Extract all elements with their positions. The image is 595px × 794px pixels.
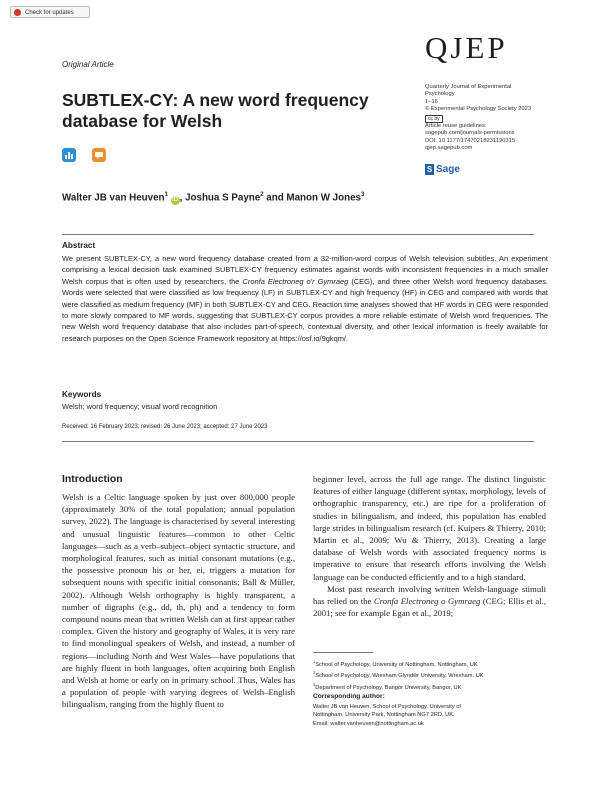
- corresponding-email[interactable]: Email: walter.vanheuven@nottingham.ac.uk: [313, 720, 424, 727]
- affiliations: [313, 658, 553, 692]
- check-for-updates-badge[interactable]: [10, 6, 90, 18]
- corresponding-line2: Nottingham, University Park, Nottingham NG7 2RD, UK.: [313, 712, 455, 719]
- affiliation-item: $^1$School of Psychology, University of Nottingham, Nottingham, UK: [313, 659, 478, 668]
- intro-right-column: [313, 473, 546, 619]
- divider: [62, 234, 534, 235]
- article-type: Original Article: [62, 60, 114, 69]
- journal-name-line2: Psychology: [425, 91, 455, 98]
- check-for-updates-label: Check for updates: [25, 10, 74, 16]
- cc-license-badge[interactable]: cc by: [425, 115, 443, 123]
- corresponding-heading: Corresponding author:: [313, 693, 385, 700]
- journal-site[interactable]: qjep.sagepub.com: [425, 145, 473, 152]
- author-1-affil: 1: [164, 192, 168, 198]
- abstract-text-italic: Cronfa Electroneg o'r Gymraeg: [242, 276, 349, 286]
- keywords-heading: Keywords: [62, 390, 102, 399]
- metrics-icon[interactable]: [62, 148, 76, 162]
- abstract-heading: Abstract: [62, 241, 96, 250]
- intro-para2-text-2: (CEG; Ellis et al., 2001; see for example Egan et al., 2019;: [313, 596, 546, 619]
- corresponding-author: [313, 703, 553, 728]
- sage-s-icon: S: [426, 165, 433, 174]
- intro-right-para2: [313, 583, 546, 620]
- affiliation-item: $^3$Department of Psychology, Bangor University, Bangor, UK: [313, 681, 462, 691]
- author-2: , Joshua S Payne: [179, 192, 261, 204]
- author-1: Walter JB van Heuven: [62, 192, 165, 204]
- journal-name-line1: Quarterly Journal of Experimental: [425, 84, 512, 90]
- comment-icon[interactable]: [92, 148, 106, 162]
- reuse-link[interactable]: sagepub.com/journals-permissions: [425, 130, 515, 137]
- introduction-heading: Introduction: [62, 474, 123, 485]
- publication-dates: Received: 16 February 2023; revised: 26 June 2023; accepted: 27 June 2023: [62, 424, 268, 430]
- divider: [62, 441, 534, 442]
- abstract-body: [62, 253, 548, 344]
- orcid-icon[interactable]: iD: [172, 197, 179, 204]
- doi[interactable]: DOI: 10.1177/17470218231190315: [425, 137, 516, 144]
- publisher-name: Sage: [436, 164, 460, 175]
- footnote-divider: [313, 652, 373, 653]
- crossmark-icon: [14, 9, 21, 16]
- abstract-text-2: (CEG), and three other Welsh word frequency databases. Words were selected that were classified as low frequency (LF) in SUBTLEX-CY and high frequency (HF) in CEG and compared with words that were classified as medium frequency (MF) in both SUBTLEX-CY and CEG. Reaction time analyses showed that HF words in CEG were responded to more slowly compared to MF words, suggesting that SUBTLEX-CY corpus provides a more reliable estimate of Welsh word frequencies. The new Welsh word frequency database that also includes part-of-speech, contextual diversity, and other lexical information is freely available for research purposes on the Open Science Framework repository at https://osf.io/9gkqm/.: [62, 276, 549, 343]
- reuse-label: Article reuse guidelines:: [425, 123, 487, 130]
- corresponding-line1: Walter JB van Heuven, School of Psychology, University of: [313, 704, 461, 710]
- abstract-text-1: We present SUBTLEX-CY, a new word frequency database created from a 32-million-word corpus of Welsh television subtitles. An experiment comprising a lexical decision task examined SUBTLEX-CY frequency estimates against words with inconsistent frequencies in a much smaller Welsh corpus that is often used by researchers, the: [62, 254, 548, 286]
- intro-right-para1: beginner level, across the full age range. The distinct linguistic features of either language (different syntax, morphology, levels of orthographic transparency, etc.) are ripe for a proliferation of studies in bilingualism, and indeed, this population has enabled large strides in bilingualism research (cf. Kuipers & Thierry, 2010; Martin et al., 2009; Wu & Thierry, 2013). Creating a large database of Welsh words with associated frequency norms is imperative to ensure that research efforts involving the Welsh language can be conducted efficiently and to a high standard.: [313, 474, 546, 582]
- intro-para2-italic: Cronfa Electroneg o Gymraeg: [373, 596, 481, 607]
- journal-logo: QJEP: [425, 30, 508, 65]
- page-range: 1–16: [425, 98, 438, 105]
- journal-info: [425, 84, 575, 153]
- article-title: SUBTLEX-CY: A new word frequency database for Welsh: [62, 90, 369, 131]
- author-3-affil: 3: [361, 192, 365, 198]
- author-2-affil: 2: [260, 192, 264, 198]
- author-3: and Manon W Jones: [263, 192, 361, 204]
- affiliation-item: $^2$School of Psychology, Wrexham Glyndŵr University, Wrexham, UK: [313, 670, 484, 680]
- author-list: [62, 192, 364, 205]
- publisher-logo: [425, 164, 460, 175]
- copyright: © Experimental Psychology Society 2023: [425, 106, 532, 113]
- intro-left-column: Welsh is a Celtic language spoken by just over 800,000 people (approximately 30% of the total population; annual population survey, 2022). The language is characterised by several interesting and unusual linguistic features—common to other Celtic languages—such as a verb–subject–object syntactic structure, and morphological features, such as initial consonant mutations (e.g., the possessive pronoun his or her, ei, triggers a mutation for subsequent nouns with specific initial consonants; Ball & Müller, 2002). Although Welsh orthography is highly transparent, a number of digraphs (e.g., dd, th, ph) and a tendency to form compound nouns mean that written Welsh can at first appear rather complex. Given the history and geography of Wales, it is very rare to find monolingual speakers of Welsh, and instead, a number of regions—including North and West Wales—have populations that are highly fluent in both languages, often acquiring both English and Welsh at home or early on in primary school. Thus, Wales has a population of people with varying degrees of Welsh–English bilingualism, ranging from the highly fluent to: [62, 492, 295, 710]
- keywords-body: Welsh; word frequency; visual word recognition: [62, 402, 218, 411]
- intro-para2-text-1: Most past research involving written Welsh-language stimuli has relied on the: [313, 583, 546, 607]
